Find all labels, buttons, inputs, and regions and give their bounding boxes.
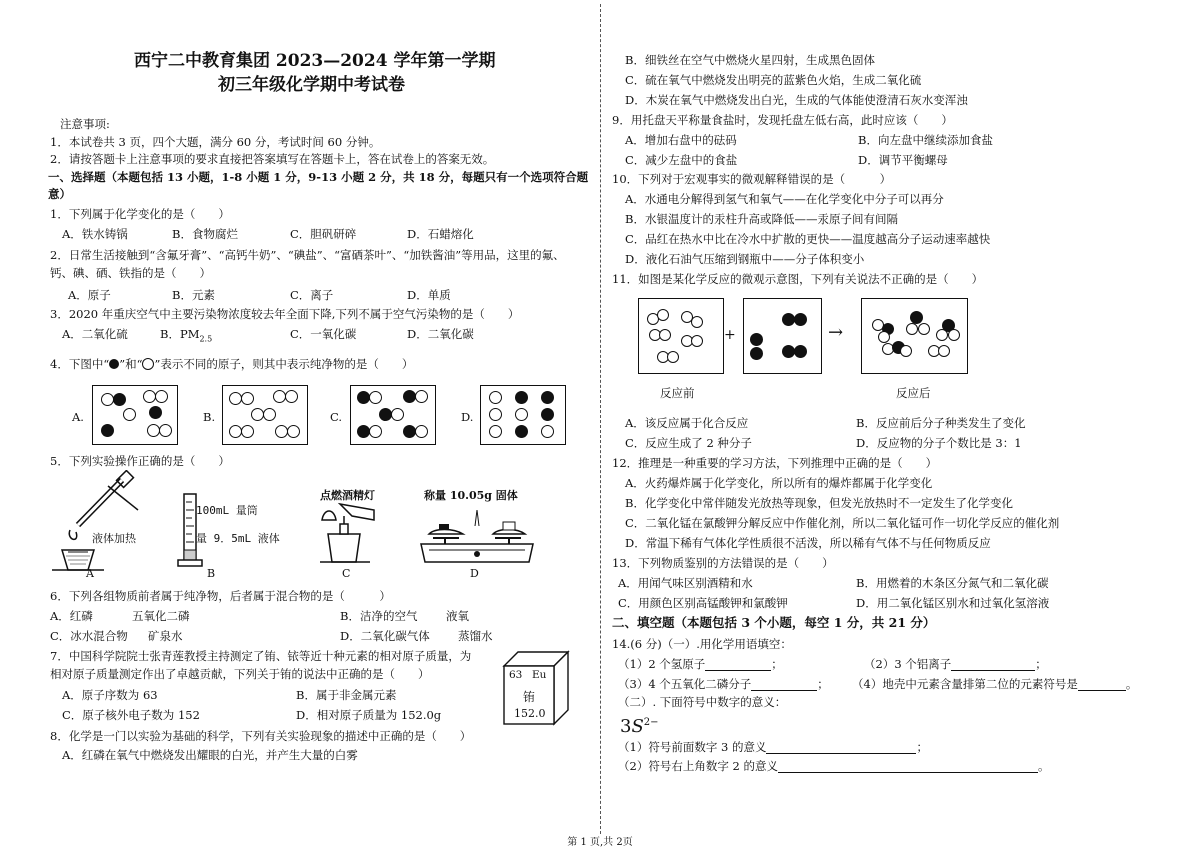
q1-option-a: A．铁水铸锅 [62, 227, 128, 241]
q5-label-weigh-10-05g: 称量 10.05g 固体 [424, 489, 518, 502]
q5-option-d: D [470, 567, 479, 580]
q5-label-100ml-cylinder: 100mL 量筒 [196, 504, 258, 517]
q9-option-a: A．增加右盘中的砝码 [625, 133, 737, 147]
q6-option-b-second: 液氧 [446, 609, 469, 623]
q7-stem: 7．中国科学院院士张青莲教授主持测定了铕、铱等近十种元素的相对原子质量，为 [50, 649, 472, 663]
q5-option-b: B [207, 567, 216, 580]
q14-blank-1[interactable] [705, 658, 771, 671]
q14-blank-6[interactable] [778, 760, 1038, 773]
q3-option-c: C．一氧化碳 [290, 327, 357, 341]
apparatus-a-heating-liquid-illustration [48, 470, 158, 575]
q9-option-b: B．向左盘中继续添加食盐 [858, 133, 993, 147]
q14-blank-5[interactable] [766, 741, 916, 754]
element-atomic-number: 63 [509, 669, 523, 681]
q6-option-c-first: C．冰水混合物 [50, 629, 128, 643]
page-footer: 第 1 页,共 2页 [567, 837, 633, 848]
column-divider [600, 4, 601, 834]
section2-heading: 二、填空题（本题包括 3 个小题，每空 1 分，共 21 分） [612, 615, 936, 630]
q14-meaning-1: （1）符号前面数字 3 的意义 ； [618, 740, 928, 754]
element-atomic-mass: 152.0 [514, 707, 546, 720]
q11-reaction-arrow: → [828, 322, 844, 343]
q10-option-b: B．水银温度计的汞柱升高或降低——汞原子间有间隔 [625, 212, 898, 226]
q6-option-b-first: B．洁净的空气 [340, 609, 418, 623]
q12-option-c: C．二氧化锰在氯酸钾分解反应中作催化剂，所以二氧化锰可作一切化学反应的催化剂 [625, 516, 1060, 530]
q3-option-d: D．二氧化碳 [407, 327, 474, 341]
q1-option-c: C．胆矾研碎 [290, 227, 357, 241]
q14-blank-2[interactable] [951, 658, 1035, 671]
q11-label-before: 反应前 [660, 386, 695, 400]
q14-part2-heading: （二）. 下面符号中数字的意义： [618, 695, 787, 709]
q10-stem: 10．下列对于宏观事实的微观解释错误的是（ ） [612, 172, 892, 186]
q14-blank-4[interactable] [1078, 678, 1126, 691]
q10-option-d: D．液化石油气压缩到钢瓶中——分子体积变小 [625, 252, 865, 266]
q4-box-b [222, 385, 308, 445]
section1-heading: 一、选择题（本题包括 13 小题，1-8 小题 1 分，9-13 小题 2 分，共 18 分，每题只有一个选项符合题 [48, 170, 589, 184]
q6-option-a-second: 五氧化二磷 [132, 609, 190, 623]
q5-stem: 5．下列实验操作正确的是（ ） [50, 454, 230, 468]
q9-option-d: D．调节平衡螺母 [858, 153, 948, 167]
element-name: 铕 [523, 690, 536, 704]
q11-product-box [861, 298, 968, 374]
q3-option-a: A．二氧化硫 [62, 327, 128, 341]
q7-stem-cont: 相对原子质量测定作出了卓越贡献，下列关于铕的说法中正确的是（ ） [50, 667, 430, 681]
q4-label-c: C. [330, 410, 343, 424]
q12-option-d: D．常温下稀有气体化学性质很不活泼，所以稀有气体不与任何物质反应 [625, 536, 991, 550]
q13-option-d: D．用二氧化锰区别水和过氧化氢溶液 [856, 596, 1050, 610]
q8-option-d: D．木炭在氧气中燃烧发出白光，生成的气体能使澄清石灰水变浑浊 [625, 93, 968, 107]
q11-option-a: A．该反应属于化合反应 [625, 416, 749, 430]
q2-option-b: B．元素 [172, 288, 215, 302]
q11-option-b: B．反应前后分子种类发生了变化 [856, 416, 1026, 430]
q4-box-d [480, 385, 566, 445]
q14-stem: 14.(6 分)（一）.用化学用语填空： [612, 637, 792, 651]
q14-part1: （1）2 个氢原子 ； [618, 657, 783, 671]
q10-option-c: C．品红在热水中比在冷水中扩散的更快——温度越高分子运动速率越快 [625, 232, 991, 246]
q4-box-c [350, 385, 436, 445]
q13-stem: 13．下列物质鉴别的方法错误的是（ ） [612, 556, 834, 570]
q6-option-d-second: 蒸馏水 [458, 629, 493, 643]
q10-option-a: A．水通电分解得到氢气和氧气——在化学变化中分子可以再分 [625, 192, 944, 206]
q2-stem: 2．日常生活接触到“含氟牙膏”、“高钙牛奶”、“碘盐”、“富硒茶叶”、“加铁酱油”等用品，这里的氟、 [50, 248, 565, 262]
q2-stem-cont: 钙、碘、硒、铁指的是（ ） [50, 266, 211, 280]
q6-option-c-second: 矿泉水 [148, 629, 183, 643]
notes-heading: 注意事项: [60, 117, 110, 131]
q14-ion-symbol: $3S^{2-}$ [620, 716, 659, 737]
q1-option-b: B．食物腐烂 [172, 227, 238, 241]
q4-label-a: A. [72, 410, 84, 424]
q8-option-b: B．细铁丝在空气中燃烧火星四射，生成黑色固体 [625, 53, 875, 67]
q5-label-liquid-heating: 液体加热 [92, 532, 136, 545]
q12-option-a: A．火药爆炸属于化学变化，所以所有的爆炸都属于化学变化 [625, 476, 933, 490]
q7-option-b: B．属于非金属元素 [296, 688, 397, 702]
q7-option-a: A．原子序数为 63 [62, 688, 158, 702]
hollow-atom-icon [142, 358, 154, 370]
q7-option-d: D．相对原子质量为 152.0g [296, 708, 442, 722]
q3-option-b-subscript: 2.5 [199, 334, 213, 344]
section1-heading-cont: 意） [48, 187, 71, 201]
q5-option-c: C [342, 567, 351, 580]
q7-option-c: C．原子核外电子数为 152 [62, 708, 200, 722]
q1-option-d: D．石蜡熔化 [407, 227, 474, 241]
q5-option-a: A [86, 567, 94, 580]
q11-label-after: 反应后 [896, 386, 931, 400]
q6-stem: 6．下列各组物质前者属于纯净物，后者属于混合物的是（ ） [50, 589, 391, 603]
q8-option-a: A．红磷在氧气中燃烧发出耀眼的白光，并产生大量的白雾 [62, 748, 358, 762]
q6-option-d-first: D．二氧化碳气体 [340, 629, 430, 643]
q5-label-lighting-lamp: 点燃酒精灯 [320, 489, 375, 502]
note-1: 1．本试卷共 3 页，四个大题，满分 60 分，考试时间 60 分钟。 [50, 135, 381, 149]
q5-label-measure-9-5ml: 量 9．5mL 液体 [196, 532, 280, 545]
q9-option-c: C．减少左盘中的食盐 [625, 153, 738, 167]
filled-atom-icon [109, 359, 119, 369]
q4-label-b: B. [203, 410, 216, 424]
apparatus-d-balance-illustration [415, 500, 540, 566]
q3-stem: 3．2020 年重庆空气中主要污染物浓度较去年全面下降,下列不属于空气污染物的是（ ） [50, 307, 520, 321]
q14-part3: （3）4 个五氧化二磷分子 ； [618, 677, 829, 691]
q2-option-c: C．离子 [290, 288, 334, 302]
q11-option-c: C．反应生成了 2 种分子 [625, 436, 752, 450]
q14-part4: （4）地壳中元素含量排第二位的元素符号是 。 [852, 677, 1138, 691]
exam-title-line2: 初三年级化学期中考试卷 [218, 75, 405, 95]
q14-meaning-2: （2）符号右上角数字 2 的意义 。 [618, 759, 1050, 773]
q12-option-b: B．化学变化中常伴随发光放热等现象，但发光放热时不一定发生了化学变化 [625, 496, 1013, 510]
q1-stem: 1．下列属于化学变化的是（ ） [50, 207, 230, 221]
q11-reactant-box-filled [743, 298, 822, 374]
q6-option-a-first: A．红磷 [50, 609, 93, 623]
q13-option-b: B．用燃着的木条区分氮气和二氧化碳 [856, 576, 1049, 590]
q4-box-a [92, 385, 178, 445]
q4-label-d: D. [461, 410, 474, 424]
q2-option-a: A．原子 [68, 288, 111, 302]
element-symbol: Eu [532, 669, 547, 681]
q14-part2: （2）3 个铝离子 ； [864, 657, 1047, 671]
note-2: 2．请按答题卡上注意事项的要求直接把答案填写在答题卡上，答在试卷上的答案无效。 [50, 152, 495, 166]
q2-option-d: D．单质 [407, 288, 451, 302]
q8-stem: 8．化学是一门以实验为基础的科学，下列有关实验现象的描述中正确的是（ ） [50, 729, 472, 743]
q9-stem: 9．用托盘天平称量食盐时，发现托盘左低右高，此时应该（ ） [612, 113, 953, 127]
q12-stem: 12．推理是一种重要的学习方法，下列推理中正确的是（ ） [612, 456, 938, 470]
q3-option-b: B．$PM_{2.5}$ [160, 327, 213, 344]
q11-stem: 11．如图是某化学反应的微观示意图，下列有关说法不正确的是（ ） [612, 272, 984, 286]
q8-option-c: C．硫在氧气中燃烧发出明亮的蓝紫色火焰，生成二氧化硫 [625, 73, 922, 87]
q14-blank-3[interactable] [751, 678, 817, 691]
q11-plus-sign: + [724, 327, 736, 343]
q11-reactant-box-hollow [638, 298, 724, 374]
q4-stem: 4．下图中“ ”和“ ”表示不同的原子，则其中表示纯净物的是（ ） [50, 357, 414, 371]
exam-title-line1: 西宁二中教育集团 2023—2024 学年第一学期 [134, 51, 496, 71]
q13-option-a: A．用闻气味区别酒精和水 [618, 576, 753, 590]
q11-option-d: D．反应物的分子个数比是 3：1 [856, 436, 1022, 450]
q13-option-c: C．用颜色区别高锰酸钾和氯酸钾 [618, 596, 788, 610]
